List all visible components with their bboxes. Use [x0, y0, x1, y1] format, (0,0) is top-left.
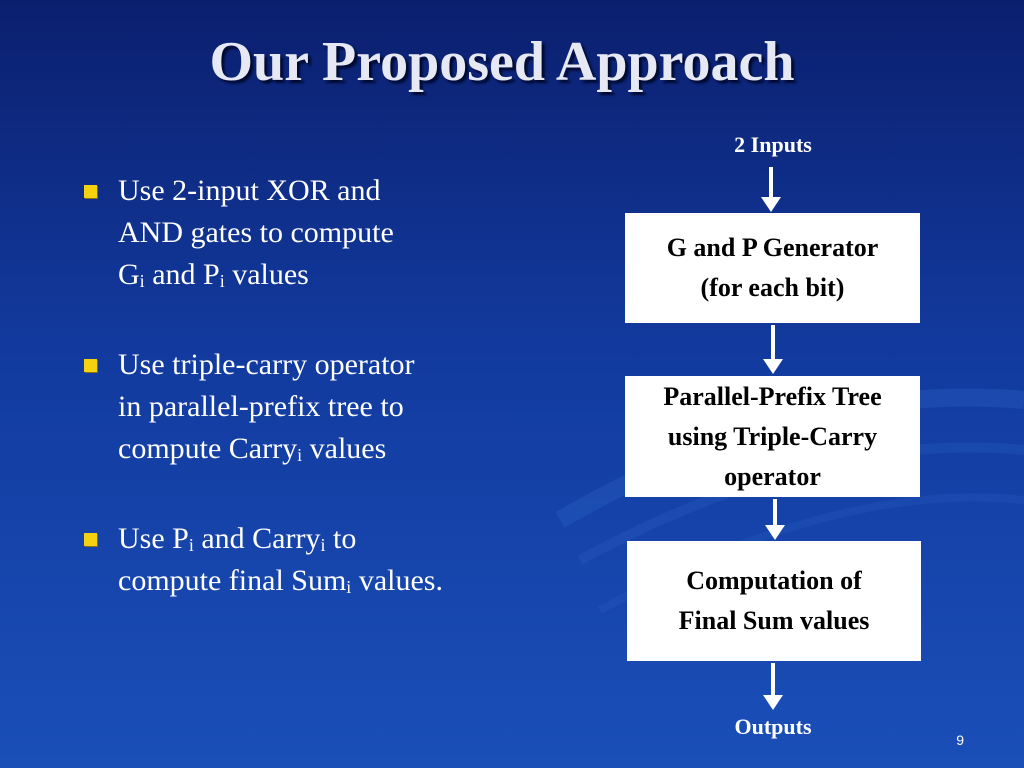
- bullet-line: Use $P_i$ and Carry$_i$ to: [118, 522, 357, 555]
- box-line: using Triple-Carry: [667, 421, 878, 451]
- parallel-prefix-tree-box: [625, 376, 920, 497]
- box-line: operator: [724, 461, 821, 491]
- slide-title: Our Proposed Approach: [209, 31, 795, 93]
- arrow-down-icon: [760, 663, 786, 711]
- bullet-line: compute Carry$_i$ values: [118, 432, 387, 465]
- arrow-down-icon: [760, 325, 786, 375]
- g-p-generator-box: [625, 213, 920, 323]
- box-line: Parallel-Prefix Tree: [663, 381, 882, 411]
- bullet-line: Use 2-input XOR and: [118, 174, 381, 207]
- bullet-line: compute final Sum$_i$ values.: [118, 564, 443, 597]
- bullet-line: $G_i$ and $P_i$ values: [118, 258, 309, 291]
- bullet-line: in parallel-prefix tree to: [118, 390, 404, 423]
- bullet-list: [82, 170, 542, 650]
- bullet-item-2: [82, 344, 542, 470]
- bullet-square-icon: [84, 533, 97, 546]
- bullet-square-icon: [84, 359, 97, 372]
- bullet-square-icon: [84, 185, 97, 198]
- input-label: 2 Inputs: [734, 132, 812, 157]
- output-label: Outputs: [734, 714, 812, 739]
- bullet-item-3: [82, 518, 542, 602]
- arrow-down-icon: [758, 167, 784, 213]
- page-number: 9: [956, 732, 964, 748]
- bullet-line: Use triple-carry operator: [118, 348, 415, 381]
- final-sum-box: [627, 541, 921, 661]
- box-line: (for each bit): [700, 273, 845, 302]
- box-line: Computation of: [686, 566, 862, 595]
- box-line: Final Sum values: [678, 606, 870, 635]
- arrow-down-icon: [762, 499, 788, 541]
- bullet-line: AND gates to compute: [118, 216, 394, 249]
- box-line: G and P Generator: [666, 233, 879, 262]
- bullet-item-1: [82, 170, 542, 296]
